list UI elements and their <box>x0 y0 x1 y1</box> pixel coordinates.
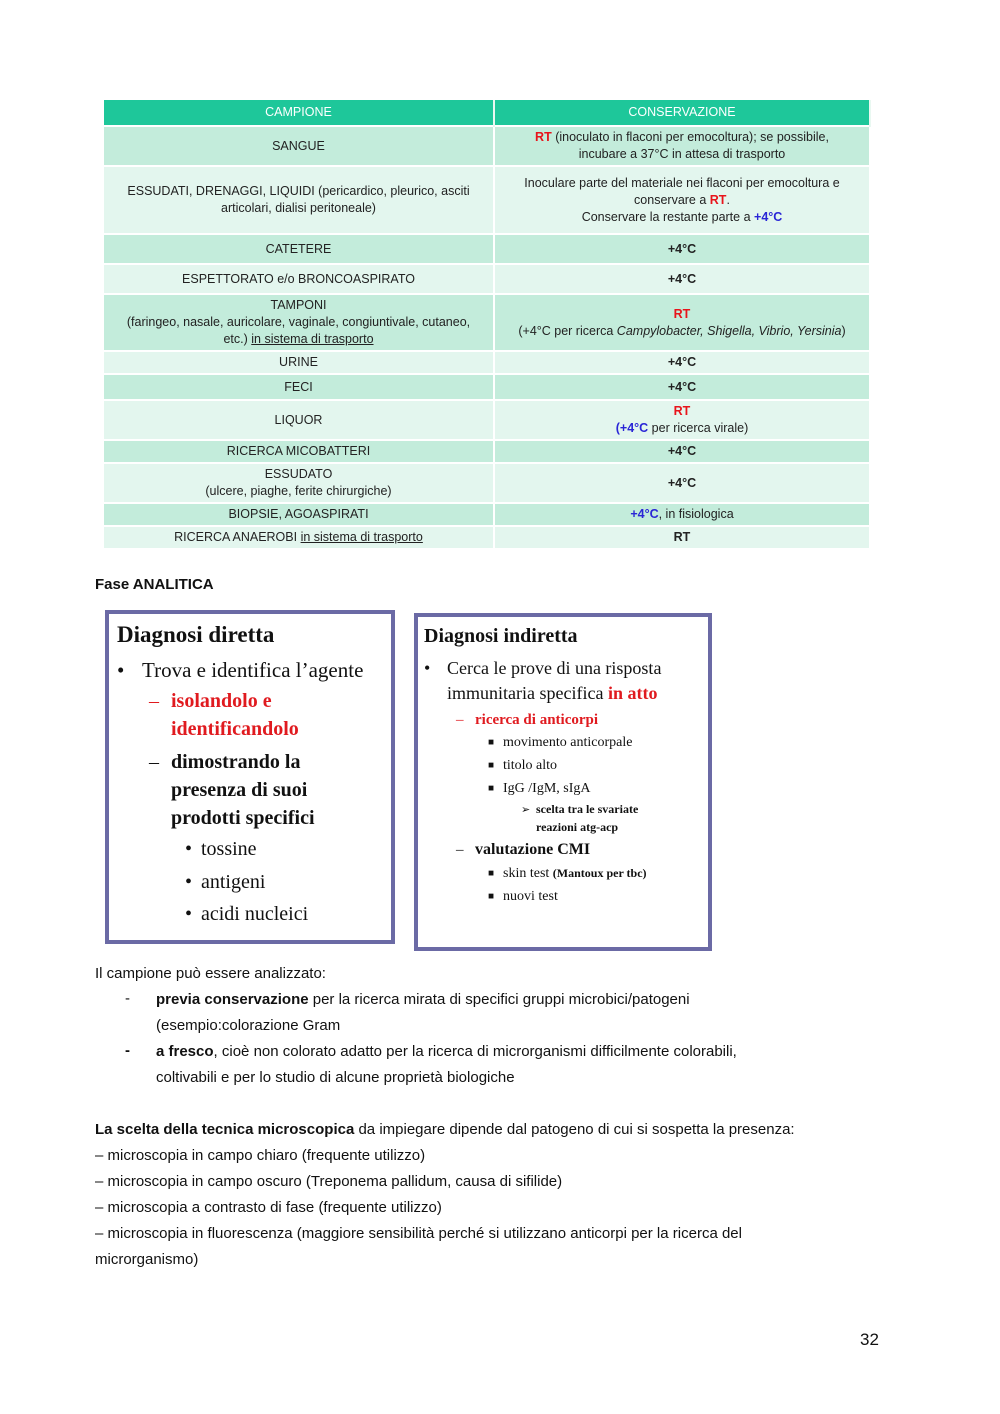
list-item: nuovi test <box>503 889 558 904</box>
dash-bullet: - <box>125 990 130 1007</box>
square-bullet: ■ <box>488 868 495 879</box>
bullet-dot: • <box>185 903 193 925</box>
table-row <box>104 126 870 166</box>
table-cell: RICERCA MICOBATTERI <box>104 440 494 463</box>
sub-item-text: identificandolo <box>171 718 299 740</box>
bullet-text: Trova e identifica l’agente <box>142 658 364 682</box>
bullet-dot: • <box>185 838 193 860</box>
list-item: skin test (Mantoux per tbc) <box>503 866 647 881</box>
sub-item-text: prodotti specifici <box>171 807 315 829</box>
table-cell: TAMPONI (faringeo, nasale, auricolare, vaginale, congiuntivale, cutaneo, etc.) in sistema di trasporto <box>104 294 494 351</box>
page-number: 32 <box>860 1330 879 1349</box>
dash-bullet: – <box>149 751 159 773</box>
list-item: titolo alto <box>503 758 558 773</box>
table-cell: ESPETTORATO e/o BRONCOASPIRATO <box>104 264 494 294</box>
list-item: IgG /IgM, sIgA <box>503 781 591 796</box>
table-row <box>104 526 870 548</box>
table-header-row <box>104 100 870 126</box>
table-cell: +4°C <box>494 264 870 294</box>
sub-item-text: isolandolo e <box>171 690 272 712</box>
box-title: Diagnosi indiretta <box>424 625 578 647</box>
sub-item-text: ricerca di anticorpi <box>475 712 599 728</box>
section-heading: Fase ANALITICA <box>95 576 214 593</box>
list-line: – microscopia in campo chiaro (frequente utilizzo) <box>95 1147 426 1164</box>
table-cell: RT <box>494 526 870 548</box>
diagnosi-diretta-box <box>105 610 395 944</box>
list-line: microrganismo) <box>95 1251 199 1268</box>
table-row <box>104 351 870 374</box>
conservation-table <box>104 100 871 548</box>
list-item: movimento anticorpale <box>503 735 633 750</box>
table-cell: +4°C, in fisiologica <box>494 503 870 526</box>
table-cell: +4°C <box>494 440 870 463</box>
intro-text: Il campione può essere analizzato: <box>95 965 326 982</box>
bullet-dot: • <box>424 658 431 678</box>
table-row <box>104 400 870 440</box>
table-cell: +4°C <box>494 374 870 400</box>
list-line: – microscopia in fluorescenza (maggiore sensibilità perché si utilizzano anticorpi per la ricerca del <box>95 1225 742 1242</box>
diagnosi-indiretta-box <box>414 613 712 951</box>
table-cell: +4°C <box>494 463 870 503</box>
list-item: antigeni <box>201 871 266 893</box>
list-item: scelta tra le svariate <box>536 802 639 816</box>
paragraph-text: La scelta della tecnica microscopica da impiegare dipende dal patogeno di cui si sospetta la presenza: <box>95 1121 795 1138</box>
table-cell: SANGUE <box>104 126 494 166</box>
dash-bullet: - <box>125 1042 130 1059</box>
list-item: a fresco, cioè non colorato adatto per la ricerca di microrganismi difficilmente colorabili, coltivabili e per lo studio di alcune proprietà biologiche <box>156 1043 737 1086</box>
square-bullet: ■ <box>488 891 495 902</box>
table-cell: LIQUOR <box>104 400 494 440</box>
dash-bullet: – <box>456 712 464 728</box>
bullet-text: immunitaria specifica in atto <box>447 683 658 703</box>
column-header: CAMPIONE <box>104 100 494 126</box>
table-cell: BIOPSIE, AGOASPIRATI <box>104 503 494 526</box>
table-cell: +4°C <box>494 351 870 374</box>
box-title: Diagnosi diretta <box>117 622 275 647</box>
table-cell: +4°C <box>494 234 870 264</box>
bullet-dot: • <box>117 658 125 682</box>
table-row <box>104 294 870 351</box>
sub-item-text: presenza di suoi <box>171 779 308 801</box>
table-cell: ESSUDATO (ulcere, piaghe, ferite chirurgiche) <box>104 463 494 503</box>
list-item: tossine <box>201 838 257 860</box>
column-header: CONSERVAZIONE <box>494 100 870 126</box>
list-line: – microscopia in campo oscuro (Treponema pallidum, causa di sifilide) <box>95 1173 563 1190</box>
sub-item-text: valutazione CMI <box>475 841 591 858</box>
square-bullet: ■ <box>488 760 495 771</box>
table-row <box>104 234 870 264</box>
table-cell: RT (+4°C per ricerca virale) <box>494 400 870 440</box>
dash-bullet: – <box>149 690 159 712</box>
table-row <box>104 374 870 400</box>
table-cell: RT (+4°C per ricerca Campylobacter, Shigella, Vibrio, Yersinia) <box>494 294 870 351</box>
table-row <box>104 503 870 526</box>
list-item: reazioni atg-acp <box>536 820 619 834</box>
table-cell: RT (inoculato in flaconi per emocoltura); se possibile, incubare a 37°C in attesa di trasporto <box>494 126 870 166</box>
square-bullet: ■ <box>488 783 495 794</box>
arrow-bullet-icon: ➢ <box>521 804 531 816</box>
table-cell: RICERCA ANAEROBI in sistema di trasporto <box>104 526 494 548</box>
list-item: previa conservazione per la ricerca mirata di specifici gruppi microbici/patogeni (esempio:colorazione Gram <box>156 991 690 1034</box>
table-cell: Inoculare parte del materiale nei flaconi per emocoltura e conservare a RT. Conservare la restante parte a +4°C <box>494 166 870 234</box>
table-cell: CATETERE <box>104 234 494 264</box>
table-row <box>104 166 870 234</box>
table-row <box>104 463 870 503</box>
list-line: – microscopia a contrasto di fase (frequente utilizzo) <box>95 1199 442 1216</box>
sub-item-text: dimostrando la <box>171 751 301 773</box>
square-bullet: ■ <box>488 737 495 748</box>
table-row <box>104 440 870 463</box>
bullet-dot: • <box>185 871 193 893</box>
table-cell: URINE <box>104 351 494 374</box>
table-cell: ESSUDATI, DRENAGGI, LIQUIDI (pericardico, pleurico, asciti articolari, dialisi peritoneale) <box>104 166 494 234</box>
table-row <box>104 264 870 294</box>
list-item: acidi nucleici <box>201 903 309 925</box>
table-cell: FECI <box>104 374 494 400</box>
dash-bullet: – <box>456 842 464 858</box>
bullet-text: Cerca le prove di una risposta <box>447 658 662 678</box>
